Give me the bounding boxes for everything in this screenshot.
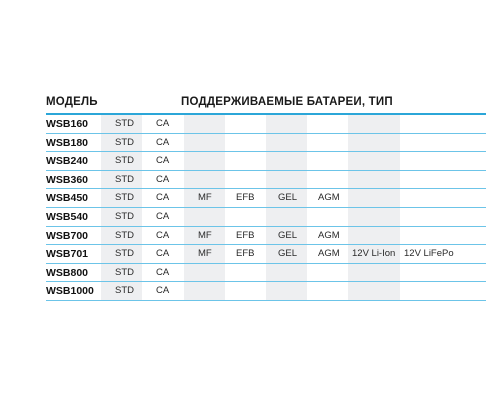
battery-type-efb: EFB [236, 248, 255, 260]
table-row [46, 189, 486, 208]
table-row [46, 115, 486, 134]
battery-type-std: STD [115, 118, 134, 129]
battery-type-ca: CA [156, 136, 170, 148]
table-row [46, 208, 486, 227]
battery-type-ca: CA [156, 285, 170, 297]
table-header [46, 96, 486, 113]
model-name: WSB160 [46, 118, 89, 130]
model-name: WSB360 [46, 173, 89, 186]
table-row [46, 227, 486, 246]
model-name: WSB240 [46, 155, 89, 168]
header-model: МОДЕЛЬ [46, 96, 98, 108]
model-name: WSB800 [46, 266, 89, 279]
battery-type-ca: CA [156, 192, 170, 204]
battery-type-ca: CA [156, 229, 170, 241]
battery-type-std: STD [115, 173, 134, 185]
table-row [46, 134, 486, 153]
table-row [46, 264, 486, 283]
battery-type-gel: GEL [278, 229, 298, 241]
battery-type-std: STD [115, 155, 134, 167]
battery-type-gel: GEL [278, 192, 298, 204]
battery-type-mf: MF [198, 248, 212, 260]
battery-type-std: STD [115, 136, 134, 148]
model-name: WSB540 [46, 210, 89, 223]
battery-type-li-ion: 12V Li-Ion [352, 248, 396, 260]
battery-type-ca: CA [156, 155, 170, 167]
battery-type-std: STD [115, 266, 134, 278]
battery-type-mf: MF [198, 192, 212, 204]
battery-type-ca: CA [156, 266, 170, 278]
battery-type-std: STD [115, 192, 134, 204]
header-supported-batteries: ПОДДЕРЖИВАЕМЫЕ БАТАРЕИ, ТИП [181, 96, 393, 108]
battery-type-ca: CA [156, 210, 170, 222]
model-name: WSB450 [46, 192, 89, 205]
battery-type-std: STD [115, 285, 134, 297]
battery-type-efb: EFB [236, 229, 255, 241]
battery-type-lifepo: 12V LiFePo [404, 248, 454, 260]
battery-type-agm: AGM [318, 192, 340, 204]
battery-type-mf: MF [198, 229, 212, 241]
battery-type-agm: AGM [318, 248, 340, 260]
battery-type-std: STD [115, 229, 134, 241]
model-name: WSB1000 [46, 285, 94, 298]
model-name: WSB700 [46, 229, 89, 242]
table-row [46, 171, 486, 190]
table-row [46, 152, 486, 171]
battery-type-std: STD [115, 248, 134, 260]
table-row [46, 282, 486, 301]
battery-type-gel: GEL [278, 248, 298, 260]
table-body [46, 115, 486, 301]
battery-type-agm: AGM [318, 229, 340, 241]
battery-type-ca: CA [156, 118, 170, 129]
battery-compatibility-table [46, 0, 486, 400]
battery-type-ca: CA [156, 248, 170, 260]
battery-type-std: STD [115, 210, 134, 222]
battery-type-ca: CA [156, 173, 170, 185]
model-name: WSB180 [46, 136, 89, 149]
table-row [46, 245, 486, 264]
model-name: WSB701 [46, 248, 89, 261]
battery-type-efb: EFB [236, 192, 255, 204]
